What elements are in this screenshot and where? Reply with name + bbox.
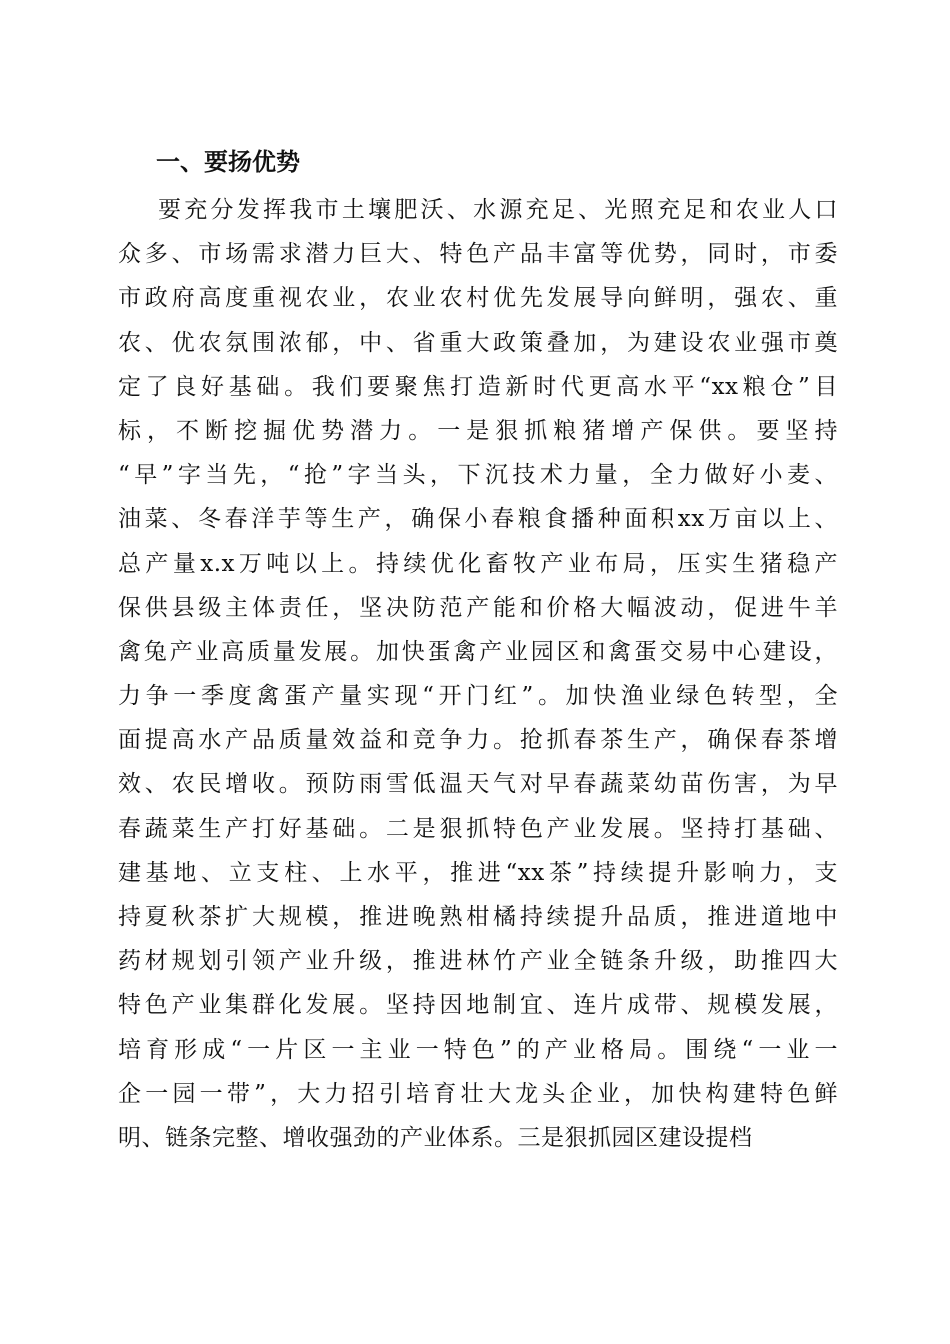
text-line: 定了良好基础。我们要聚焦打造新时代更高水平“xx粮仓”目 <box>118 373 838 400</box>
text-line: 建基地、立支柱、上水平，推进“xx茶”持续提升影响力，支 <box>118 859 838 886</box>
text-line: 禽兔产业高质量发展。加快蛋禽产业园区和禽蛋交易中心建设， <box>118 638 838 665</box>
text-line: 油菜、冬春洋芋等生产，确保小春粮食播种面积xx万亩以上、 <box>118 506 838 533</box>
text-line: 特色产业集群化发展。坚持因地制宜、连片成带、规模发展， <box>118 992 838 1019</box>
text-line: 要充分发挥我市土壤肥沃、水源充足、光照充足和农业人口 <box>158 197 838 223</box>
text-line: 春蔬菜生产打好基础。二是狠抓特色产业发展。坚持打基础、 <box>118 815 838 842</box>
section-heading: 一、要扬优势 <box>156 148 300 176</box>
body-paragraph <box>118 188 838 1160</box>
text-line: 保供县级主体责任，坚决防范产能和价格大幅波动，促进牛羊 <box>118 594 838 621</box>
text-line: 农、优农氛围浓郁，中、省重大政策叠加，为建设农业强市奠 <box>118 329 838 356</box>
text-line: 总产量x.x万吨以上。持续优化畜牧产业布局，压实生猪稳产 <box>118 550 838 577</box>
text-line: 企一园一带”，大力招引培育壮大龙头企业，加快构建特色鲜 <box>118 1080 838 1107</box>
text-line: 标，不断挖掘优势潜力。一是狠抓粮猪增产保供。要坚持 <box>118 417 838 444</box>
text-line: 明、链条完整、增收强劲的产业体系。三是狠抓园区建设提档 <box>118 1124 753 1151</box>
text-line: 效、农民增收。预防雨雪低温天气对早春蔬菜幼苗伤害，为早 <box>118 771 838 798</box>
text-line: 培育形成“一片区一主业一特色”的产业格局。围绕“一业一 <box>118 1036 838 1063</box>
text-line: 持夏秋茶扩大规模，推进晚熟柑橘持续提升品质，推进道地中 <box>118 904 838 930</box>
text-line: 药材规划引领产业升级，推进林竹产业全链条升级，助推四大 <box>118 948 838 975</box>
text-line: “早”字当先，“抢”字当头，下沉技术力量，全力做好小麦、 <box>118 462 838 489</box>
text-line: 众多、市场需求潜力巨大、特色产品丰富等优势，同时，市委 <box>118 241 838 268</box>
text-line: 市政府高度重视农业，农业农村优先发展导向鲜明，强农、重 <box>118 285 838 312</box>
text-line: 力争一季度禽蛋产量实现“开门红”。加快渔业绿色转型，全 <box>118 683 838 710</box>
text-line: 面提高水产品质量效益和竞争力。抢抓春茶生产，确保春茶增 <box>118 727 838 754</box>
